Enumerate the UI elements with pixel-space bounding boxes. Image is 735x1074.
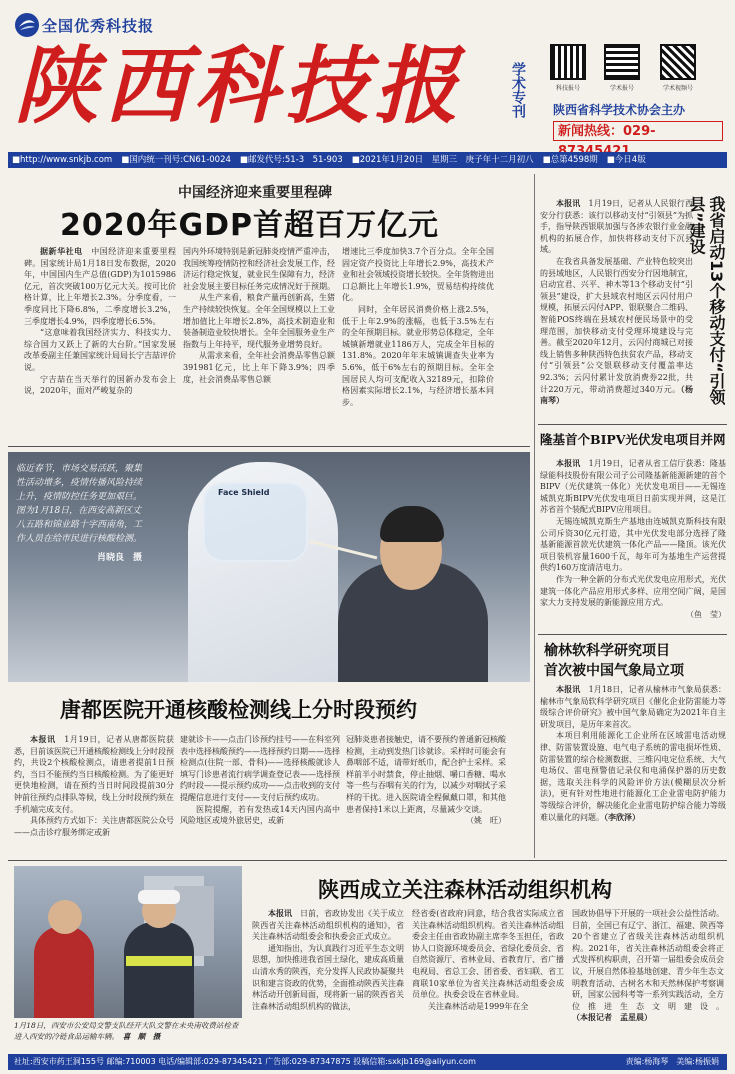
masthead-hotline: 新闻热线：029- bbox=[553, 121, 723, 141]
qr-code-1 bbox=[550, 44, 586, 80]
bipv-body: 本报讯 1月19日，记者从省工信厅获悉：隆基绿能科技股份有限公司子公司隆基新能源新建的首个BIPV（光伏建筑一体化）光伏发电项目——无锡连城凯克斯BIPV光伏发电项目日前实现并网，这是江苏省首个装配式BIPV应用项目。 无锡连城凯克斯生产基地由连城凯克斯科技有限公司斥资30亿元打造，其中光伏发电部分选择了隆基新能源首款光伏建筑一体化产品——隆顶。该光伏项目装机容量1600千瓦，每年可为基地生产运营提供约160万度清洁电力。 作为一种全新的分布式光伏发电应用形式，光伏建筑一体化产品应用形式多样、应用空间广阔，是国家大力支持发展的新能源应用方式。 （鱼 莹） bbox=[540, 459, 727, 619]
yulin-byline: （李欣泽） bbox=[604, 811, 640, 822]
yulin-headline-2: 首次被中国气象局立项 bbox=[544, 663, 684, 679]
forest-photo-caption: 1月18日，西安市公安局交警支队经开大队交警在未央南收费站检查进入西安的冷链食品运输车辆。 喜 顺 摄 bbox=[14, 1021, 239, 1041]
forest-col-1: 本报讯 日前，省政协发出《关于成立陕西省关注森林活动组织机构的通知》，省关注森林活动组委会和执委会正式成立。 通知指出，为认真践行习近平生态文明思想，加快推进我省国土绿化，建成高质量山清水秀的陕西，充分发挥人民政协凝聚共识和建言资政的优势，全面推动陕西关注森林活动开创新局面，现将新一届的陕西省关注森林活动组织机构的做法， bbox=[252, 909, 404, 1011]
info-bar bbox=[8, 152, 727, 168]
yulin-headline-1: 榆林软科学研究项目 bbox=[544, 643, 670, 659]
mobile-pay-headline: 我省启动13个移动支付“引领县”建设 bbox=[687, 196, 726, 405]
mobile-pay-body: 本报讯 1月19日，记者从人民银行西安分行获悉：该行以移动支付“引领县”为抓手，指导陕西银联加强与各涉农银行业金融机构的拓展合作，加快将移动支付下沉县域。 在我省具备发展基础、产业特色较突出的县域地区，人民银行西安分行因地制宜，启动宜君、兴平、神木等13个移动支付“引领县”建设，扩大县域农村地区云闪付用户规模，拓展云闪付APP、银联聚合二维码、智能POS终端在县域农村便民场景中的受理范围，加快移动支付受理环境建设与完善。截至2020年12月，云闪付商城已对接线上销售多种陕西特色扶贫农产品，移动支付“引领县”公交银联移动支付覆盖率达92.3%；云闪付累计发放消费券22批，共计220万元，带动消费超过340万元。（杨南琴） bbox=[540, 199, 693, 406]
post-code: ■邮发代号:51-3 51-903 bbox=[239, 155, 343, 165]
yulin-article bbox=[540, 640, 727, 858]
yulin-body: 本报讯 1月18日，记者从榆林市气象局获悉：榆林市气象局软科学研究项目《催化企业防雷能力等级综合评价研究》被中国气象局确定为2021年自主研发项目，是历年来首次。 本项目利用能源化工企业所在区域雷电活动规律、防雷装置设施、电气电子系统的雷电损坏性质、防雷装置的综合检测数据、三维闪电定位系统、大气电场仪、雷电预警值记录仪和电涌保护器的历史数据，选取关注科学的风险评价方法(模糊层次分析法)，更有针对性地进行能源化工企业雷电防护能力等级综合评价，解决能化企业雷电防护综合能力等级难以量化的问题。（李欣泽） bbox=[540, 685, 727, 822]
issue-date: ■2021年1月20日 星期三 庚子年十二月初八 bbox=[351, 155, 534, 165]
masthead-title: 陕西科技报 bbox=[14, 36, 465, 135]
emblem-icon bbox=[14, 12, 40, 38]
cn-number: ■国内统一刊号:CN61-0024 bbox=[121, 155, 231, 165]
gdp-col-2: 国内外环境特别是新冠肺炎疫情严重冲击，我国统筹疫情防控和经济社会发展工作，经济运行稳定恢复，就业民生保障有力，经济社会发展主要目标任务完成情况好于预期。 从生产来看，粮食产量再创新高，生猪生产持续较快恢复。全年全国规模以上工业增加值比上年增长2.8%，高技术制造业和装备制造业较快增长。全年全国服务业生产指数与上年持平，现代服务业增势良好。 从需求来看，全年社会消费品零售总额391981亿元，比上年下降3.9%；四季度，社会消费品零售总额 bbox=[183, 247, 335, 384]
vertical-tag: 学术专刊 bbox=[510, 62, 526, 118]
forest-byline: （本报记者 孟星晨） bbox=[572, 1012, 652, 1023]
qr-label-2: 学术报号 bbox=[609, 85, 634, 92]
page-count: ■今日4版 bbox=[606, 155, 646, 165]
forest-col-2: 经省委(省政府)同意，结合我省实际成立省关注森林活动组织机构。省关注森林活动组委会主任由省政协副主席李冬玉担任，省政协人口资源环境委员会、省绿化委员会、省自然资源厅、省林业局、省教育厅、省广播电视局、省总工会、团省委、省妇联、省工商联10家单位为省关注森林活动组委会成员单位。执委会设在省林业局。 关注森林活动是1999年在全 bbox=[412, 909, 564, 1011]
photo1-credit: 肖晓良 摄 bbox=[96, 553, 142, 563]
masthead-host: 陕西省科学技术协会主办 bbox=[553, 103, 686, 117]
forest-headline: 陕西成立关注森林活动组织机构 bbox=[318, 877, 612, 902]
masthead bbox=[0, 0, 735, 152]
bipv-article bbox=[540, 430, 727, 630]
gdp-col-1: 据新华社电 中国经济迎来重要里程碑。国家统计局1月18日发布数据，2020年，中国国内生产总值(GDP)为1015986亿元，首次突破100万亿元大关。按可比价格计算，比上年增长2.3%。分季度看，一季度同比下降6.8%，二季度增长3.2%，三季度增长4.9%，四季度增长6.5%。 “这意味着我国经济实力、科技实力、综合国力又跃上了新的大台阶。”国家发展改革委副主任兼国家统计局局长宁吉喆评价说。 宁吉喆在当天举行的国新办发布会上说，2020年，面对严峻复杂的 bbox=[24, 247, 177, 396]
photo1-caption: 临近春节，市场交易活跃，聚集性活动增多，疫情传播风险持续上升，疫情防控任务更加艰巨。图为1月18日，在西安高新区丈八五路和锦业路十字西南角，工作人员在给市民进行核酸检测。 肖晓良 摄 bbox=[16, 464, 143, 563]
footer-bar bbox=[8, 1054, 727, 1070]
qr-code-2 bbox=[604, 44, 640, 80]
tangdu-byline: （姚 旺） bbox=[466, 816, 506, 826]
bipv-headline: 隆基首个BIPV光伏发电项目并网 bbox=[540, 432, 726, 447]
mobile-pay-byline: （杨南琴） bbox=[540, 383, 693, 406]
site-url[interactable]: ■http://www.snkjb.com bbox=[12, 155, 113, 165]
tangdu-col-2: 建就诊卡——点击门诊预约挂号——在科室列表中选择核酸预约——选择预约日期——选择检测点(住院一部、骨科)——选择核酸就诊人填写门诊患者流行病学调查登记表——选择预约时段——提示预约成功——点击收到的支付提醒信息进行支付——支付后预约成功。 医院提醒，若有发热或14天内国内高中风险地区或境外旅居史，或新 bbox=[180, 735, 340, 826]
forest-photo-credit: 喜 顺 摄 bbox=[122, 1032, 161, 1041]
qr-code-3 bbox=[660, 44, 696, 80]
gdp-lead: 据新华社电 bbox=[40, 247, 83, 256]
tangdu-article bbox=[8, 690, 530, 856]
qr-label-3: 学术视频号 bbox=[662, 85, 693, 92]
gdp-kicker: 中国经济迎来重要里程碑 bbox=[178, 185, 332, 201]
gdp-headline: 2020年GDP首超百万亿元 bbox=[60, 208, 440, 243]
tangdu-col-3: 冠肺炎患者接触史，请不要预约普通新冠核酸检测，主动到发热门诊就诊。采样时可能会有鼻咽部不适，请带好纸巾，配合护士采样。采样前半小时禁食，停止抽烟、嚼口香糖、喝水等一些与吞咽有关的行为，以减少对咽拭子采样的干扰。进入医院请全程佩戴口罩，和其他患者保持1米以上距离，尽量减少交谈。 （姚 旺） bbox=[346, 735, 506, 826]
tangdu-headline: 唐都医院开通核酸检测线上分时段预约 bbox=[60, 697, 417, 722]
footer-address: 社址:西安市药王洞155号 邮编:710003 电话/编辑部:029-87345421 广告部:029-87347875 投稿信箱:sxkjb169@aliyun.com bbox=[14, 1057, 476, 1066]
tangdu-col-1: 本报讯 1月19日，记者从唐都医院获悉，目前该医院已开通核酸检测线上分时段预约，共设2个核酸检测点，请患者提前1日预约，当日不能预约当日核酸检测。为了能更好更快地检测，请在预约当日时间段提前30分钟前往预约点排队等候，线上分时段预约须在手机端完成支付。 具体预约方式如下：关注唐都医院公众号——点击诊疗服务绑定或新 bbox=[14, 735, 174, 837]
qr-label-1: 科技报号 bbox=[555, 85, 580, 92]
traffic-police-photo bbox=[14, 866, 242, 1018]
issue-number: ■总第4598期 bbox=[542, 155, 598, 165]
bipv-byline: （鱼 莹） bbox=[686, 609, 726, 619]
gdp-article bbox=[8, 174, 530, 444]
face-shield-label: Face Shield bbox=[218, 488, 270, 497]
forest-col-3: 国政协倡导下开展的一项社会公益性活动。目前，全国已有辽宁、浙江、福建、陕西等20个省建立了省级关注森林活动组织机构。2021年，省关注森林活动组委会将正式发挥机构职责，召开第一届组委会成员会议，开展自然体验基地创建、青少年生态文明教育活动、古树名木和天然林保护考察调研，国家公园科考等一系列实践活动，全方位推进生态文明建设。（本报记者 孟星晨） bbox=[572, 909, 724, 1023]
covid-test-photo bbox=[8, 452, 530, 682]
masthead-slogan: 全国优秀科技报 bbox=[42, 17, 155, 35]
gdp-col-3: 增速比三季度加快3.7个百分点。全年全国固定资产投资比上年增长2.9%，高技术产业和社会领域投资增长较快。全年货物进出口总额比上年增长1.9%，贸易结构持续优化。 同时，全年居民消费价格上涨2.5%，低于上年2.9%的涨幅，也低于3.5%左右的全年预期目标。就业形势总体稳定，全年城镇新增就业1186万人，完成全年目标的131.8%。2020年年末城镇调查失业率为5.6%，低于6%左右的预期目标。全年全国居民人均可支配收入32189元，扣除价格因素实际增长2.1%，与经济增长基本同步。 bbox=[342, 247, 494, 407]
mobile-pay-article bbox=[540, 192, 727, 444]
footer-editors: 责编:杨海琴 美编:杨振娟 bbox=[625, 1057, 719, 1066]
